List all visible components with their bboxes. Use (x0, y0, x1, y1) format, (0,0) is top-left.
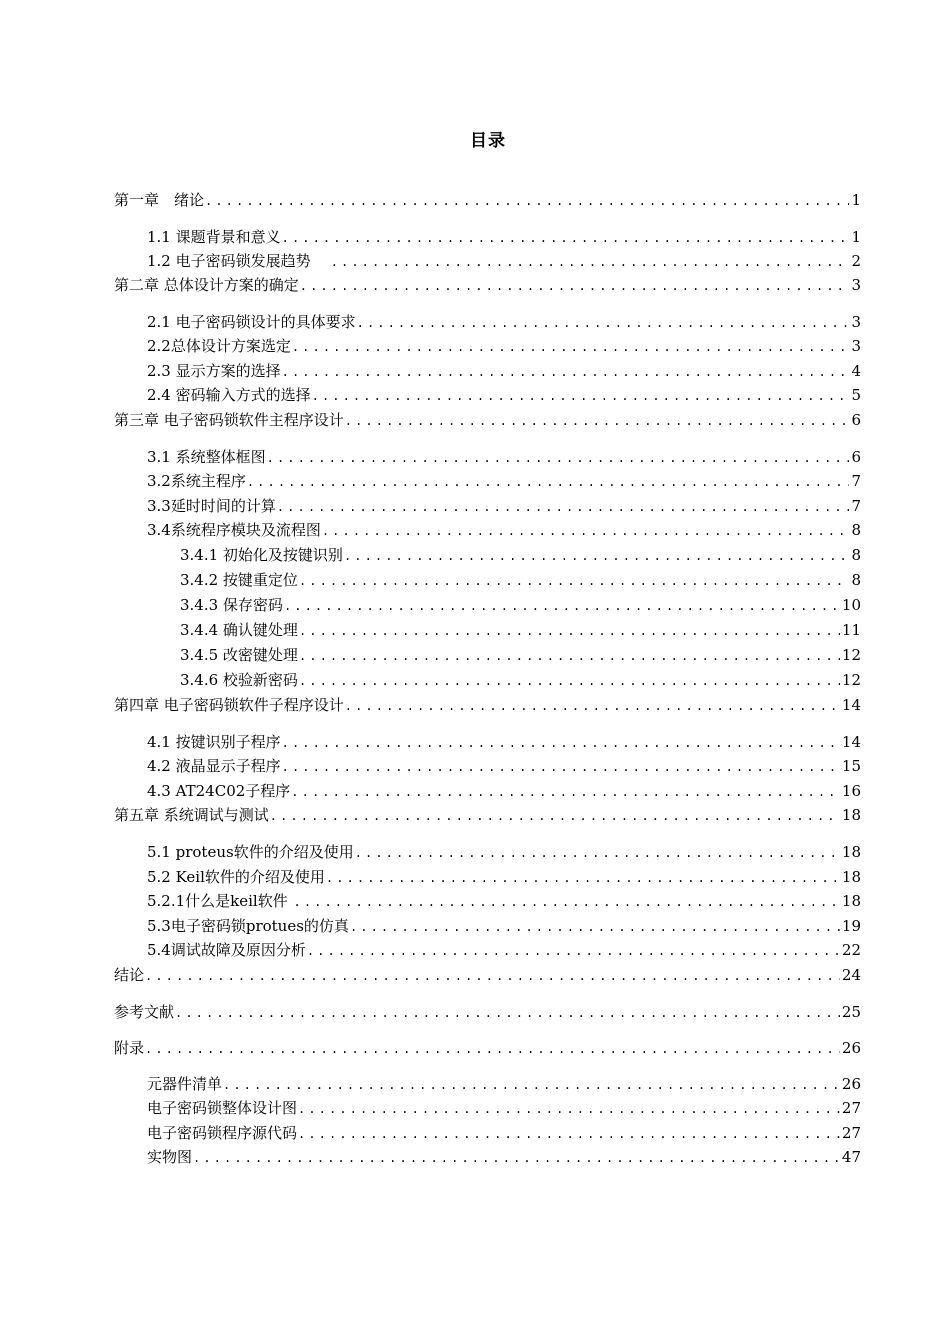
toc-entry-label: 4.1 按键识别子程序 (147, 733, 281, 751)
toc-entry-page: 3 (851, 337, 861, 355)
toc-entry-page: 12 (841, 646, 861, 664)
toc-entry-page: 26 (841, 1075, 861, 1093)
toc-entry-4-1[interactable] (147, 731, 861, 753)
toc-entry-page: 7 (851, 497, 861, 515)
toc-entry-label: 结论 (114, 966, 145, 984)
toc-entry-page: 26 (841, 1039, 861, 1057)
toc-entry-page: 6 (851, 411, 861, 429)
toc-entry-appendix[interactable] (114, 1037, 861, 1059)
toc-entry-page: 22 (841, 941, 861, 959)
toc-entry-page: 3 (851, 276, 861, 294)
toc-entry-page: 47 (841, 1148, 861, 1166)
toc-entry-3-4-6[interactable] (180, 669, 861, 691)
toc-entry-label: 1.2 电子密码锁发展趋势 (147, 252, 330, 270)
toc-entry-label: 3.4.5 改密键处理 (180, 646, 298, 664)
toc-entry-label: 4.3 AT24C02子程序 (147, 782, 291, 800)
toc-entry-label: 3.4.4 确认键处理 (180, 621, 298, 639)
toc-entry-5-1[interactable] (147, 841, 861, 863)
toc-leader-dots (145, 965, 840, 987)
toc-entry-label: 4.2 液晶显示子程序 (147, 757, 281, 775)
toc-leader-dots (205, 190, 849, 212)
toc-entry-5-2[interactable] (147, 866, 861, 888)
toc-leader-dots (298, 1123, 840, 1145)
toc-entry-page: 14 (841, 696, 861, 714)
toc-leader-dots (300, 275, 850, 297)
toc-leader-dots (299, 620, 840, 642)
toc-leader-dots (299, 670, 840, 692)
toc-entry-page: 18 (841, 843, 861, 861)
toc-leader-dots (322, 520, 850, 542)
toc-leader-dots (282, 732, 840, 754)
toc-entry-page: 24 (841, 966, 861, 984)
toc-entry-label: 5.1 proteus软件的介绍及使用 (147, 843, 354, 861)
toc-entry-page: 10 (841, 596, 861, 614)
toc-entry-label: 3.4系统程序模块及流程图 (147, 521, 321, 539)
toc-entry-appendix-photo[interactable] (147, 1146, 861, 1168)
toc-entry-3-3[interactable] (147, 495, 861, 517)
toc-leader-dots (344, 545, 850, 567)
toc-entry-label: 3.4.2 按键重定位 (180, 571, 298, 589)
toc-leader-dots (357, 312, 850, 334)
toc-entry-label: 2.2总体设计方案选定 (147, 337, 291, 355)
toc-entry-label: 2.1 电子密码锁设计的具体要求 (147, 313, 356, 331)
toc-entry-5-4[interactable] (147, 939, 861, 961)
toc-entry-appendix-design[interactable] (147, 1097, 861, 1119)
toc-entry-label: 3.2系统主程序 (147, 472, 246, 490)
toc-entry-page: 18 (841, 892, 861, 910)
toc-entry-2-2[interactable] (147, 335, 861, 357)
toc-entry-page: 1 (851, 191, 861, 209)
toc-leader-dots (282, 227, 850, 249)
toc-entry-label: 3.1 系统整体框图 (147, 448, 266, 466)
toc-leader-dots (331, 251, 850, 273)
toc-leader-dots (282, 756, 840, 778)
toc-entry-page: 2 (851, 252, 861, 270)
toc-leader-dots (193, 1147, 840, 1169)
toc-entry-page: 8 (851, 571, 861, 589)
toc-entry-label: 第二章 总体设计方案的确定 (114, 276, 299, 294)
toc-leader-dots (175, 1002, 840, 1024)
toc-entry-3-4-2[interactable] (180, 569, 861, 591)
toc-leader-dots (312, 385, 850, 407)
toc-entry-label: 2.3 显示方案的选择 (147, 362, 281, 380)
toc-leader-dots (292, 336, 850, 358)
toc-leader-dots (345, 695, 840, 717)
toc-entry-page: 8 (851, 546, 861, 564)
toc-entry-label: 3.4.6 校验新密码 (180, 671, 298, 689)
toc-entry-3-4-1[interactable] (180, 544, 861, 566)
toc-entry-page: 4 (851, 362, 861, 380)
toc-entry-3-1[interactable] (147, 446, 861, 468)
toc-entry-appendix-source[interactable] (147, 1122, 861, 1144)
toc-entry-page: 15 (841, 757, 861, 775)
toc-entry-label: 2.4 密码输入方式的选择 (147, 386, 311, 404)
toc-leader-dots (270, 805, 840, 827)
toc-entry-page: 16 (841, 782, 861, 800)
toc-entry-1-2[interactable] (147, 250, 861, 272)
toc-entry-3-4-4[interactable] (180, 619, 861, 641)
toc-entry-page: 3 (851, 313, 861, 331)
toc-entry-page: 1 (851, 228, 861, 246)
toc-entry-label: 5.4调试故障及原因分析 (147, 941, 306, 959)
toc-entry-page: 12 (841, 671, 861, 689)
toc-entry-page: 14 (841, 733, 861, 751)
toc-entry-label: 第一章 绪论 (114, 191, 205, 209)
toc-entry-3-4[interactable] (147, 519, 861, 541)
toc-entry-5-3[interactable] (147, 915, 861, 937)
toc-entry-references[interactable] (114, 1001, 861, 1023)
toc-leader-dots (145, 1038, 840, 1060)
toc-leader-dots (355, 842, 840, 864)
toc-entry-4-3[interactable] (147, 780, 861, 802)
toc-leader-dots (307, 940, 840, 962)
toc-entry-label: 电子密码锁整体设计图 (147, 1099, 298, 1117)
toc-leader-dots (267, 447, 850, 469)
toc-leader-dots (326, 867, 840, 889)
toc-entry-4-2[interactable] (147, 755, 861, 777)
toc-entry-page: 7 (851, 472, 861, 490)
toc-leader-dots (298, 1098, 840, 1120)
toc-entry-page: 6 (851, 448, 861, 466)
page-title: 目录 (470, 131, 506, 151)
toc-entry-chapter-4[interactable] (114, 694, 861, 716)
toc-entry-page: 25 (841, 1003, 861, 1021)
toc-entry-label: 3.3延时时间的计算 (147, 497, 276, 515)
toc-entry-appendix-components[interactable] (147, 1073, 861, 1095)
toc-leader-dots (282, 361, 850, 383)
toc-entry-label: 电子密码锁程序源代码 (147, 1124, 298, 1142)
toc-entry-label: 5.3电子密码锁protues的仿真 (147, 917, 349, 935)
toc-entry-chapter-2[interactable] (114, 274, 861, 296)
toc-entry-label: 参考文献 (114, 1003, 175, 1021)
toc-entry-label: 5.2.1什么是keil软件 (147, 892, 293, 910)
toc-entry-page: 27 (841, 1124, 861, 1142)
toc-entry-page: 19 (841, 917, 861, 935)
toc-entry-label: 第三章 电子密码锁软件主程序设计 (114, 411, 344, 429)
toc-entry-3-2[interactable] (147, 470, 861, 492)
toc-leader-dots (247, 471, 850, 493)
toc-leader-dots (294, 891, 840, 913)
toc-entry-page: 8 (851, 521, 861, 539)
toc-entry-2-4[interactable] (147, 384, 861, 406)
toc-entry-label: 附录 (114, 1039, 145, 1057)
toc-entry-label: 第四章 电子密码锁软件子程序设计 (114, 696, 344, 714)
toc-leader-dots (299, 570, 850, 592)
toc-entry-conclusion[interactable] (114, 964, 861, 986)
toc-entry-chapter-5[interactable] (114, 804, 861, 826)
toc-leader-dots (350, 916, 840, 938)
toc-entry-chapter-3[interactable] (114, 409, 861, 431)
toc-leader-dots (277, 496, 850, 518)
toc-leader-dots (284, 595, 840, 617)
toc-entry-2-1[interactable] (147, 311, 861, 333)
toc-entry-label: 第五章 系统调试与测试 (114, 806, 269, 824)
toc-entry-label: 实物图 (147, 1148, 193, 1166)
toc-entry-page: 18 (841, 868, 861, 886)
toc-entry-page: 11 (841, 621, 861, 639)
toc-entry-3-4-3[interactable] (180, 594, 861, 616)
toc-entry-label: 元器件清单 (147, 1075, 223, 1093)
toc-entry-5-2-1[interactable] (147, 890, 861, 912)
toc-entry-label: 1.1 课题背景和意义 (147, 228, 281, 246)
toc-leader-dots (345, 410, 850, 432)
toc-entry-2-3[interactable] (147, 360, 861, 382)
toc-entry-label: 3.4.1 初始化及按键识别 (180, 546, 343, 564)
toc-leader-dots (291, 781, 840, 803)
toc-entry-1-1[interactable] (147, 226, 861, 248)
toc-entry-3-4-5[interactable] (180, 644, 861, 666)
toc-entry-page: 18 (841, 806, 861, 824)
toc-entry-chapter-1[interactable] (114, 189, 861, 211)
toc-entry-label: 5.2 Keil软件的介绍及使用 (147, 868, 325, 886)
toc-leader-dots (223, 1074, 840, 1096)
toc-entry-page: 27 (841, 1099, 861, 1117)
toc-entry-label: 3.4.3 保存密码 (180, 596, 283, 614)
toc-leader-dots (299, 645, 840, 667)
toc-entry-page: 5 (851, 386, 861, 404)
